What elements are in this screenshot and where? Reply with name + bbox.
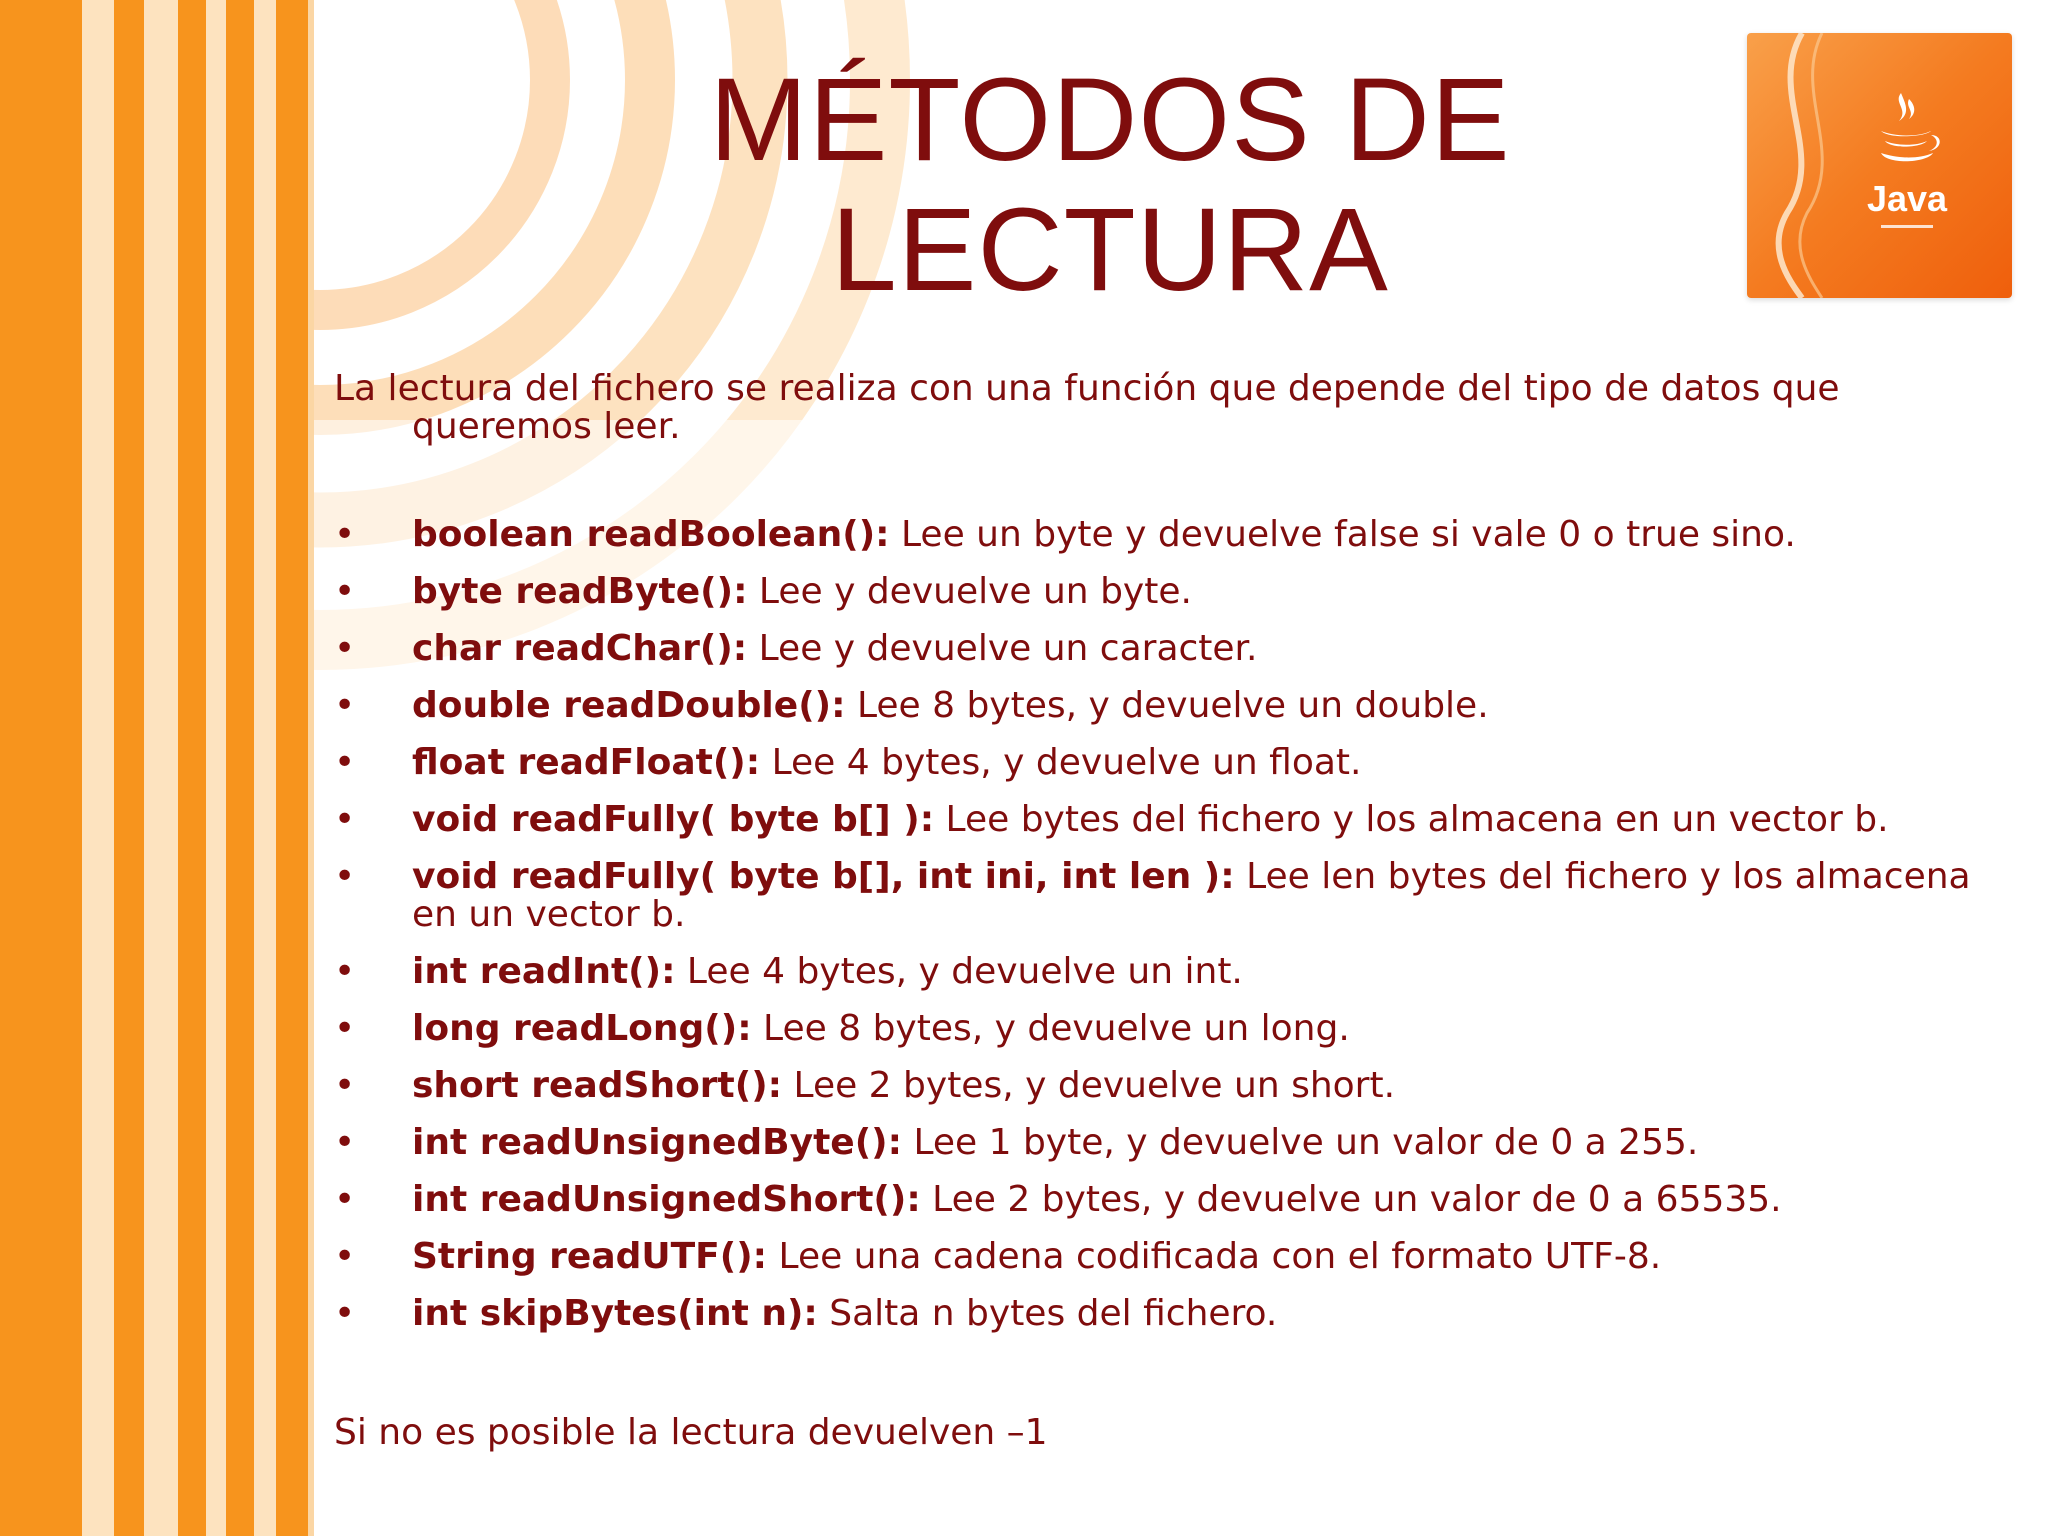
- list-item: [334, 1295, 2014, 1333]
- method-description: Lee un byte y devuelve false si vale 0 o true sino.: [889, 514, 1796, 555]
- bullet-icon: •: [334, 1008, 356, 1049]
- method-description: Lee 2 bytes, y devuelve un short.: [782, 1065, 1396, 1106]
- method-description: Lee y devuelve un byte.: [747, 571, 1192, 612]
- method-description: Lee 1 byte, y devuelve un valor de 0 a 255.: [902, 1122, 1699, 1163]
- bullet-icon: •: [334, 742, 356, 783]
- method-signature: String readUTF():: [412, 1236, 768, 1277]
- bullet-icon: •: [334, 514, 356, 555]
- java-logo-text: Java: [1866, 178, 1948, 219]
- method-signature: byte readByte():: [412, 571, 748, 612]
- java-logo: [1747, 33, 2012, 298]
- bullet-icon: •: [334, 571, 356, 612]
- list-item: [334, 687, 2014, 725]
- bullet-icon: •: [334, 1236, 356, 1277]
- list-item: [334, 1067, 2014, 1105]
- methods-list: [334, 516, 2014, 1333]
- intro-text: La lectura del fichero se realiza con una función que depende del tipo de datos que queremos leer.: [334, 368, 1840, 447]
- bullet-icon: •: [334, 1065, 356, 1106]
- method-description: Lee y devuelve un caracter.: [747, 628, 1258, 669]
- slide-title: MÉTODOS DE LECTURA: [709, 54, 1511, 316]
- bullet-icon: •: [334, 856, 356, 897]
- method-description: Salta n bytes del fichero.: [817, 1293, 1278, 1334]
- method-signature: void readFully( byte b[], int ini, int len ):: [412, 856, 1235, 897]
- bullet-icon: •: [334, 1179, 356, 1220]
- method-signature: int readInt():: [412, 951, 676, 992]
- method-description: Lee 8 bytes, y devuelve un long.: [751, 1008, 1350, 1049]
- method-signature: void readFully( byte b[] ):: [412, 799, 935, 840]
- method-signature: float readFloat():: [412, 742, 761, 783]
- method-description: Lee 4 bytes, y devuelve un int.: [675, 951, 1243, 992]
- bullet-icon: •: [334, 951, 356, 992]
- method-signature: char readChar():: [412, 628, 748, 669]
- list-item: [334, 1238, 2014, 1276]
- footer-text: Si no es posible la lectura devuelven –1: [334, 1412, 1048, 1453]
- method-signature: boolean readBoolean():: [412, 514, 890, 555]
- list-item: [334, 1124, 2014, 1162]
- method-signature: short readShort():: [412, 1065, 783, 1106]
- method-description: Lee 8 bytes, y devuelve un double.: [845, 685, 1489, 726]
- list-item: [334, 858, 2014, 934]
- list-item: [334, 744, 2014, 782]
- method-description: Lee len bytes del fichero y los almacena en un vector b.: [412, 856, 1971, 935]
- list-item: [334, 516, 2014, 554]
- method-signature: double readDouble():: [412, 685, 846, 726]
- method-description: Lee bytes del fichero y los almacena en un vector b.: [934, 799, 1889, 840]
- method-signature: int readUnsignedByte():: [412, 1122, 902, 1163]
- list-item: [334, 573, 2014, 611]
- bullet-icon: •: [334, 628, 356, 669]
- method-description: Lee 4 bytes, y devuelve un float.: [760, 742, 1362, 783]
- list-item: [334, 1010, 2014, 1048]
- bullet-icon: •: [334, 799, 356, 840]
- bullet-icon: •: [334, 685, 356, 726]
- list-item: [334, 953, 2014, 991]
- slide-body: [334, 370, 2014, 1352]
- list-item: [334, 1181, 2014, 1219]
- bullet-icon: •: [334, 1293, 356, 1334]
- method-signature: int readUnsignedShort():: [412, 1179, 921, 1220]
- list-item: [334, 630, 2014, 668]
- method-description: Lee 2 bytes, y devuelve un valor de 0 a 65535.: [920, 1179, 1782, 1220]
- method-signature: int skipBytes(int n):: [412, 1293, 818, 1334]
- method-description: Lee una cadena codificada con el formato UTF-8.: [767, 1236, 1662, 1277]
- list-item: [334, 801, 2014, 839]
- method-signature: long readLong():: [412, 1008, 752, 1049]
- bullet-icon: •: [334, 1122, 356, 1163]
